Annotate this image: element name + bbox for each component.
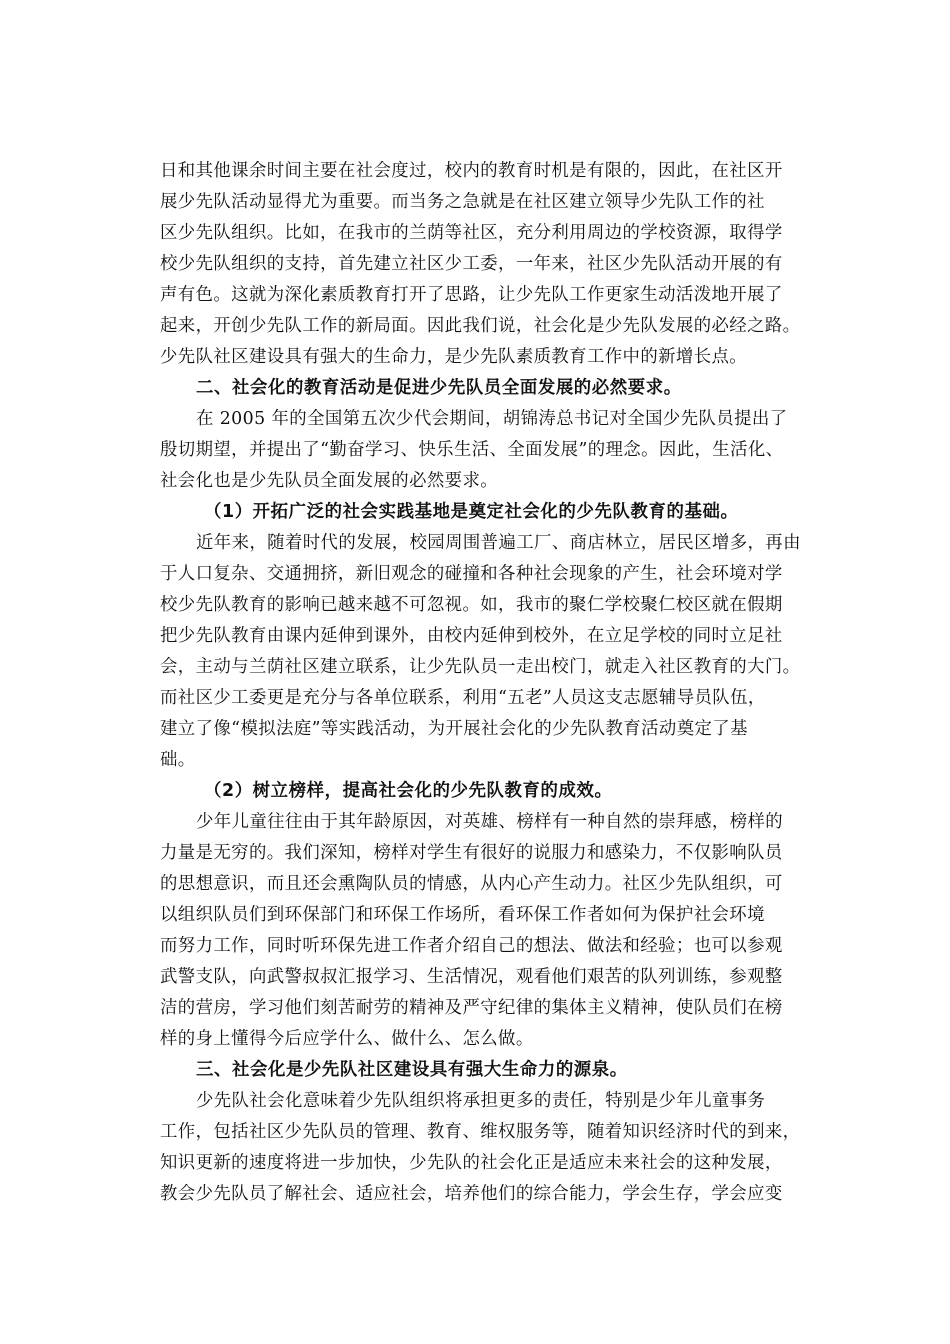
body-text-line: 建立了像“模拟法庭”等实践活动，为开展社会化的少先队教育活动奠定了基 <box>160 719 748 739</box>
body-text-line: 社会化也是少先队员全面发展的必然要求。 <box>160 471 499 491</box>
body-text-line: 日和其他课余时间主要在社会度过，校内的教育时机是有限的，因此，在社区开 <box>160 161 783 181</box>
body-text-line: 区少先队组织。比如，在我市的兰荫等社区，充分利用周边的学校资源，取得学 <box>160 223 783 243</box>
body-text-line: 声有色。这就为深化素质教育打开了思路，让少先队工作更家生动活泼地开展了 <box>160 285 783 305</box>
body-text-line: 校少先队教育的影响已越来越不可忽视。如，我市的聚仁学校聚仁校区就在假期 <box>160 595 783 615</box>
body-text-line: 于人口复杂、交通拥挤，新旧观念的碰撞和各种社会现象的产生，社会环境对学 <box>160 564 783 584</box>
body-text-line: 近年来，随着时代的发展，校园周围普遍工厂、商店林立，居民区增多，再由 <box>196 533 801 553</box>
body-text-line: 武警支队，向武警叔叔汇报学习、生活情况，观看他们艰苦的队列训练，参观整 <box>160 967 783 987</box>
body-text-line: 洁的营房，学习他们刻苦耐劳的精神及严守纪律的集体主义精神，使队员们在榜 <box>160 998 783 1018</box>
body-text-line: 展少先队活动显得尤为重要。而当务之急就是在社区建立领导少先队工作的社 <box>160 192 765 212</box>
body-text-line: 而社区少工委更是充分与各单位联系，利用“五老”人员这支志愿辅导员队伍， <box>160 688 766 708</box>
body-text-line: 起来，开创少先队工作的新局面。因此我们说，社会化是少先队发展的必经之路。 <box>160 316 801 336</box>
subsection-heading-2: （2）树立榜样，提高社会化的少先队教育的成效。 <box>204 781 613 801</box>
body-text-line: 教会少先队员了解社会、适应社会，培养他们的综合能力，学会生存，学会应变 <box>160 1184 783 1204</box>
body-text-line: 把少先队教育由课内延伸到课外，由校内延伸到校外，在立足学校的同时立足社 <box>160 626 783 646</box>
body-text-line: 少年儿童往往由于其年龄原因，对英雄、榜样有一种自然的崇拜感，榜样的 <box>196 812 784 832</box>
body-text-line: 在 2005 年的全国第五次少代会期间，胡锦涛总书记对全国少先队员提出了 <box>196 409 788 429</box>
section-heading-3: 三、社会化是少先队社区建设具有强大生命力的源泉。 <box>196 1060 628 1080</box>
body-text-line: 少先队社会化意味着少先队组织将承担更多的责任，特别是少年儿童事务 <box>196 1091 766 1111</box>
body-text-line: 少先队社区建设具有强大的生命力，是少先队素质教育工作中的新增长点。 <box>160 347 748 367</box>
body-text-line: 而努力工作，同时听环保先进工作者介绍自己的想法、做法和经验；也可以参观 <box>160 936 783 956</box>
body-text-line: 以组织队员们到环保部门和环保工作场所，看环保工作者如何为保护社会环境 <box>160 905 765 925</box>
body-text-line: 校少先队组织的支持，首先建立社区少工委，一年来，社区少先队活动开展的有 <box>160 254 783 274</box>
document-page <box>160 156 801 1210</box>
body-text-line: 工作，包括社区少先队员的管理、教育、维权服务等，随着知识经济时代的到来， <box>160 1122 801 1142</box>
section-heading-2: 二、社会化的教育活动是促进少先队员全面发展的必然要求。 <box>196 378 682 398</box>
body-text-line: 殷切期望，并提出了“勤奋学习、快乐生活、全面发展”的理念。因此，生活化、 <box>160 440 784 460</box>
body-text-line: 础。 <box>160 750 196 770</box>
body-text-line: 力量是无穷的。我们深知，榜样对学生有很好的说服力和感染力，不仅影响队员 <box>160 843 783 863</box>
body-text-line: 会，主动与兰荫社区建立联系，让少先队员一走出校门，就走入社区教育的大门。 <box>160 657 801 677</box>
body-text-line: 知识更新的速度将进一步加快，少先队的社会化正是适应未来社会的这种发展， <box>160 1153 783 1173</box>
subsection-heading-1: （1）开拓广泛的社会实践基地是奠定社会化的少先队教育的基础。 <box>204 502 739 522</box>
body-text-line: 样的身上懂得今后应学什么、做什么、怎么做。 <box>160 1029 534 1049</box>
body-text-line: 的思想意识，而且还会熏陶队员的情感，从内心产生动力。社区少先队组织，可 <box>160 874 783 894</box>
